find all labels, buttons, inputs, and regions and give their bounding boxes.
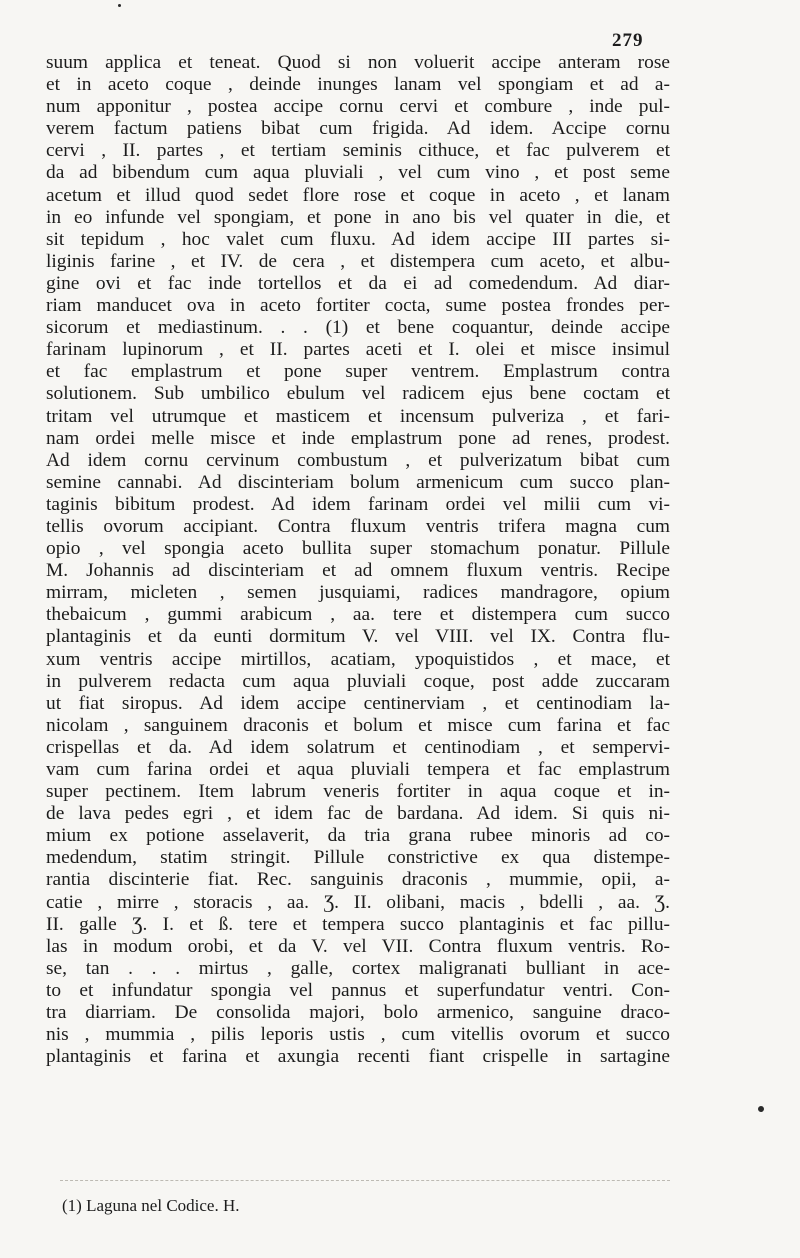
text-line: et in aceto coque , deinde inunges lanam vel spongiam et ad a-	[46, 74, 670, 96]
footnote: (1) Laguna nel Codice. H.	[62, 1196, 240, 1215]
text-line: suum applica et teneat. Quod si non voluerit accipe anteram rose	[46, 52, 670, 73]
text-line: rantia discinterie fiat. Rec. sanguinis draconis , mummie, opii, a-	[46, 869, 670, 891]
text-line: de lava pedes egri , et idem fac de bardana. Ad idem. Si quis ni-	[46, 803, 670, 825]
text-line: thebaicum , gummi arabicum , aa. tere et distempera cum succo	[46, 604, 670, 626]
page-number: 279	[612, 30, 644, 51]
text-line: et fac emplastrum et pone super ventrem. Emplastrum contra	[46, 361, 670, 383]
text-line: nicolam , sanguinem draconis et bolum et misce cum farina et fac	[46, 714, 670, 736]
text-line: nis , mummia , pilis leporis ustis , cum vitellis ovorum et succo	[46, 1024, 670, 1046]
text-line: sicorum et mediastinum. . . (1) et bene coquantur, deinde accipe	[46, 317, 670, 339]
text-line: II. galle Ʒ. I. et ß. tere et tempera succo plantaginis et fac pillu-	[46, 913, 670, 935]
text-line: super pectinem. Item labrum veneris fortiter in aqua coque et in-	[46, 781, 670, 803]
text-line: tritam vel utrumque et masticem et incensum pulveriza , et fari-	[46, 405, 670, 427]
text-line: mirram, micleten , semen jusquiami, radices mandragore, opium	[46, 582, 670, 604]
text-line: M. Johannis ad discinteriam et ad omnem fluxum ventris. Recipe	[46, 560, 670, 582]
text-line: cervi , II. partes , et tertiam seminis cithuce, et fac pulverem et	[46, 140, 670, 162]
text-line: plantaginis et da eunti dormitum V. vel VIII. vel IX. Contra flu-	[46, 626, 670, 648]
text-line: acetum et illud quod sedet flore rose et coque in aceto , et lanam	[46, 184, 670, 206]
text-line: mium ex potione asselaverit, da tria grana rubee minoris ad co-	[46, 825, 670, 847]
text-line: taginis bibitum prodest. Ad idem farinam ordei vel milii cum vi-	[46, 493, 670, 515]
text-line: vam cum farina ordei et aqua pluviali tempera et fac emplastrum	[46, 759, 670, 780]
text-line: opio , vel spongia aceto bullita super stomachum ponatur. Pillule	[46, 538, 670, 560]
text-line: sit tepidum , hoc valet cum fluxu. Ad idem accipe III partes si-	[46, 228, 670, 250]
text-line: farinam lupinorum , et II. partes aceti et I. olei et misce insimul	[46, 339, 670, 361]
text-line: liginis farine , et IV. de cera , et distempera cum aceto, et albu-	[46, 250, 670, 272]
text-line: in pulverem redacta cum aqua pluviali coque, post adde zuccaram	[46, 670, 670, 692]
text-line: Ad idem cornu cervinum combustum , et pulverizatum bibat cum	[46, 449, 670, 471]
text-line: catie , mirre , storacis , aa. Ʒ. II. olibani, macis , bdelli , aa. Ʒ.	[46, 891, 670, 913]
text-line: tra diarriam. De consolida majori, bolo armenico, sanguine draco-	[46, 1002, 670, 1024]
text-line: to et infundatur spongia vel pannus et superfundatur ventri. Con-	[46, 979, 670, 1001]
text-line: ut fiat siropus. Ad idem accipe centinerviam , et centinodiam la-	[46, 692, 670, 714]
text-line: nam ordei melle misce et inde emplastrum pone ad renes, prodest.	[46, 427, 670, 449]
text-line: solutionem. Sub umbilico ebulum vel radicem ejus bene coctam et	[46, 383, 670, 405]
text-line: medendum, statim stringit. Pillule constrictive ex qua distempe-	[46, 847, 670, 869]
text-line: tellis ovorum accipiant. Contra fluxum ventris trifera magna cum	[46, 515, 670, 537]
text-line: gine ovi et fac inde tortellos et da ei ad comedendum. Ad diar-	[46, 272, 670, 294]
text-line: se, tan . . . mirtus , galle, cortex maligranati bulliant in ace-	[46, 957, 670, 979]
margin-ink-dot	[118, 4, 121, 7]
text-line: da ad bibendum cum aqua pluviali , vel cum vino , et post seme	[46, 162, 670, 184]
text-line: num apponitur , postea accipe cornu cervi et combure , inde pul-	[46, 96, 670, 118]
text-line: riam manducet ova in aceto fortiter cocta, sume postea frondes per-	[46, 295, 670, 317]
text-line: las in modum orobi, et da V. vel VII. Contra fluxum ventris. Ro-	[46, 935, 670, 957]
margin-ink-dot	[758, 1106, 764, 1112]
text-line: plantaginis et farina et axungia recenti fiant crispelle in sartagine	[46, 1046, 670, 1068]
text-line: semine cannabi. Ad discinteriam bolum armenicum cum succo plan-	[46, 471, 670, 493]
text-line: xum ventris accipe mirtillos, acatiam, ypoquistidos , et mace, et	[46, 648, 670, 670]
body-text	[46, 52, 670, 1068]
text-line: verem factum patiens bibat cum frigida. Ad idem. Accipe cornu	[46, 118, 670, 140]
footnote-divider	[60, 1180, 670, 1181]
text-line: in eo infunde vel spongiam, et pone in ano bis vel quater in die, et	[46, 206, 670, 228]
text-line: crispellas et da. Ad idem solatrum et centinodiam , et sempervi-	[46, 736, 670, 758]
